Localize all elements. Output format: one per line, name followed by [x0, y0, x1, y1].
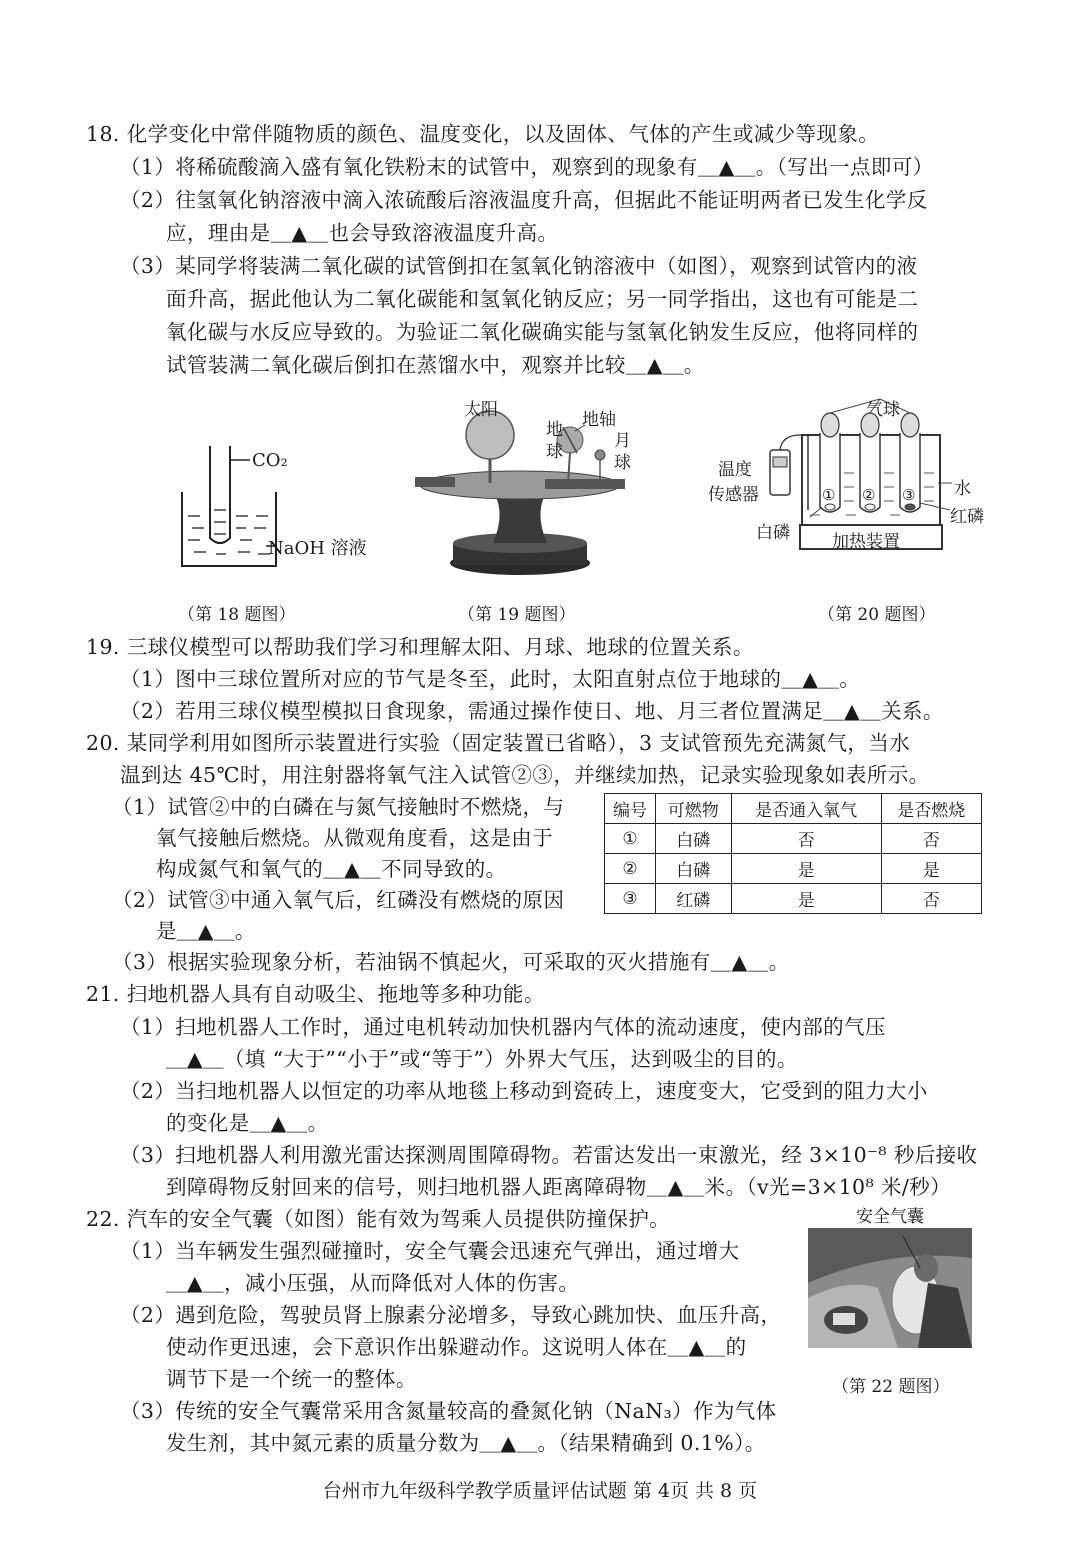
q22-part2-line3: 调节下是一个统一的整体。 [166, 1367, 417, 1391]
label-sun: 太阳 [464, 400, 498, 420]
q18-part3-line3: 氧化碳与水反应导致的。为验证二氧化碳确实能与氢氧化钠发生反应，他将同样的 [166, 320, 919, 344]
q18-part1: （1）将稀硫酸滴入盛有氧化铁粉末的试管中，观察到的现象有＿▲＿。（写出一点即可） [120, 155, 934, 179]
experiment-table [604, 793, 982, 914]
label-moon-char2: 球 [614, 453, 631, 473]
q20-stem-line2: 温到达 45℃时，用注射器将氧气注入试管②③，并继续加热，记录实验现象如表所示。 [120, 763, 930, 787]
label-temp-sensor-1: 温度 [718, 460, 752, 480]
q22-part2-line2: 使动作更迅速，会下意识作出躲避动作。这说明人体在＿▲＿的 [166, 1335, 747, 1359]
label-balloon: 气球 [866, 400, 900, 420]
q18-part2-line2: 应，理由是＿▲＿也会导致溶液温度升高。 [166, 221, 559, 245]
label-earth-char1: 地 [546, 420, 563, 440]
q22-part2-line1: （2）遇到危险，驾驶员肾上腺素分泌增多，导致心跳加快、血压升高， [120, 1303, 782, 1327]
label-water: 水 [954, 479, 971, 499]
q19-part2: （2）若用三球仪模型模拟日食现象，需通过操作使日、地、月三者位置满足＿▲＿关系。 [120, 699, 944, 723]
table-cell: 红磷 [655, 884, 731, 914]
label-moon-char1: 月 [614, 431, 631, 451]
q21-part1-line2: ＿▲＿（填 “大于”“小于”或“等于”）外界大气压，达到吸尘的目的。 [166, 1047, 798, 1071]
table-cell: ① [605, 824, 656, 854]
label-earth-char2: 球 [546, 442, 563, 462]
label-tube-1: ① [822, 486, 836, 504]
q20-part2-line1: （2）试管③中通入氧气后，红磷没有燃烧的原因 [112, 888, 565, 912]
q22-part1-line1: （1）当车辆发生强烈碰撞时，安全气囊会迅速充气弹出，通过增大 [120, 1239, 740, 1263]
q19-part1: （1）图中三球位置所对应的节气是冬至，此时，太阳直射点位于地球的＿▲＿。 [120, 667, 861, 691]
label-tube-2: ② [862, 486, 876, 504]
label-airbag: 安全气囊 [856, 1207, 924, 1227]
label-temp-sensor-2: 传感器 [708, 485, 759, 505]
q18-stem: 18. 化学变化中常伴随物质的颜色、温度变化，以及固体、气体的产生或减少等现象。 [86, 122, 880, 146]
table-header: 是否通入氧气 [731, 794, 881, 824]
caption-figure-18: （第 18 题图） [178, 605, 296, 625]
q18-part3-line4: 试管装满二氧化碳后倒扣在蒸馏水中，观察并比较＿▲＿。 [166, 353, 705, 377]
table-header: 编号 [605, 794, 656, 824]
q20-part1-line1: （1）试管②中的白磷在与氮气接触时不燃烧，与 [112, 795, 565, 819]
q21-part3-line2: 到障碍物反射回来的信号，则扫地机器人距离障碍物＿▲＿米。（v光=3×10⁸ 米/秒） [166, 1175, 952, 1199]
q22-part1-line2: ＿▲＿，减小压强，从而降低对人体的伤害。 [166, 1271, 580, 1295]
q20-stem-line1: 20. 某同学利用如图所示装置进行实验（固定装置已省略），3 支试管预先充满氮气，当水 [86, 731, 911, 755]
q19-stem: 19. 三球仪模型可以帮助我们学习和理解太阳、月球、地球的位置关系。 [86, 635, 754, 659]
q21-part2-line1: （2）当扫地机器人以恒定的功率从地毯上移动到瓷砖上，速度变大，它受到的阻力大小 [120, 1079, 928, 1103]
table-cell: ③ [605, 884, 656, 914]
table-cell: 是 [731, 884, 881, 914]
table-cell: 否 [881, 824, 981, 854]
caption-figure-20: （第 20 题图） [818, 605, 936, 625]
page-footer: 台州市九年级科学教学质量评估试题 第 4页 共 8 页 [322, 1480, 758, 1502]
table-cell: 白磷 [655, 854, 731, 884]
table-cell: 否 [881, 884, 981, 914]
table-header: 可燃物 [655, 794, 731, 824]
q20-part3: （3）根据实验现象分析，若油锅不慎起火，可采取的灭火措施有＿▲＿。 [112, 950, 790, 974]
label-tube-3: ③ [902, 486, 916, 504]
q21-stem: 21. 扫地机器人具有自动吸尘、拖地等多种功能。 [86, 982, 545, 1006]
q18-part2-line1: （2）往氢氧化钠溶液中滴入浓硫酸后溶液温度升高，但据此不能证明两者已发生化学反 [120, 188, 928, 212]
table-row [605, 884, 982, 914]
caption-figure-22: （第 22 题图） [832, 1377, 950, 1397]
q22-stem: 22. 汽车的安全气囊（如图）能有效为驾乘人员提供防撞保护。 [86, 1207, 671, 1231]
table-cell: 白磷 [655, 824, 731, 854]
q18-part3-line1: （3）某同学将装满二氧化碳的试管倒扣在氢氧化钠溶液中（如图），观察到试管内的液 [120, 254, 918, 278]
q22-part3-line1: （3）传统的安全气囊常采用含氮量较高的叠氮化钠（NaN₃）作为气体 [120, 1399, 777, 1423]
q20-part1-line2: 氧气接触后燃烧。从微观角度看，这是由于 [156, 826, 554, 850]
table-header: 是否燃烧 [881, 794, 981, 824]
q22-part3-line2: 发生剂，其中氮元素的质量分数为＿▲＿。（结果精确到 0.1%）。 [166, 1431, 766, 1455]
table-header-row [605, 794, 982, 824]
table-cell: 否 [731, 824, 881, 854]
q20-part1-line3: 构成氮气和氧气的＿▲＿不同导致的。 [156, 857, 507, 881]
q20-part2-line2: 是＿▲＿。 [156, 919, 256, 943]
q21-part1-line1: （1）扫地机器人工作时，通过电机转动加快机器内气体的流动速度，使内部的气压 [120, 1015, 886, 1039]
label-naoh-solution: NaOH 溶液 [268, 538, 367, 559]
label-earth-axis: 地轴 [582, 410, 616, 430]
q21-part2-line2: 的变化是＿▲＿。 [166, 1111, 329, 1135]
q21-part3-line1: （3）扫地机器人利用激光雷达探测周围障碍物。若雷达发出一束激光，经 3×10⁻⁸ 秒后接收 [120, 1143, 978, 1167]
table-cell: 是 [731, 854, 881, 884]
q18-part3-line2: 面升高，据此他认为二氧化碳能和氢氧化钠反应；另一同学指出，这也有可能是二 [166, 287, 919, 311]
table-row [605, 824, 982, 854]
table-row [605, 854, 982, 884]
label-co2: CO₂ [252, 450, 288, 471]
table-cell: ② [605, 854, 656, 884]
label-heater: 加热装置 [832, 532, 900, 552]
label-white-phosphorus: 白磷 [756, 523, 790, 543]
table-cell: 是 [881, 854, 981, 884]
figure-22-airbag-image [808, 1228, 972, 1348]
label-red-phosphorus: 红磷 [950, 507, 984, 527]
caption-figure-19: （第 19 题图） [458, 605, 576, 625]
